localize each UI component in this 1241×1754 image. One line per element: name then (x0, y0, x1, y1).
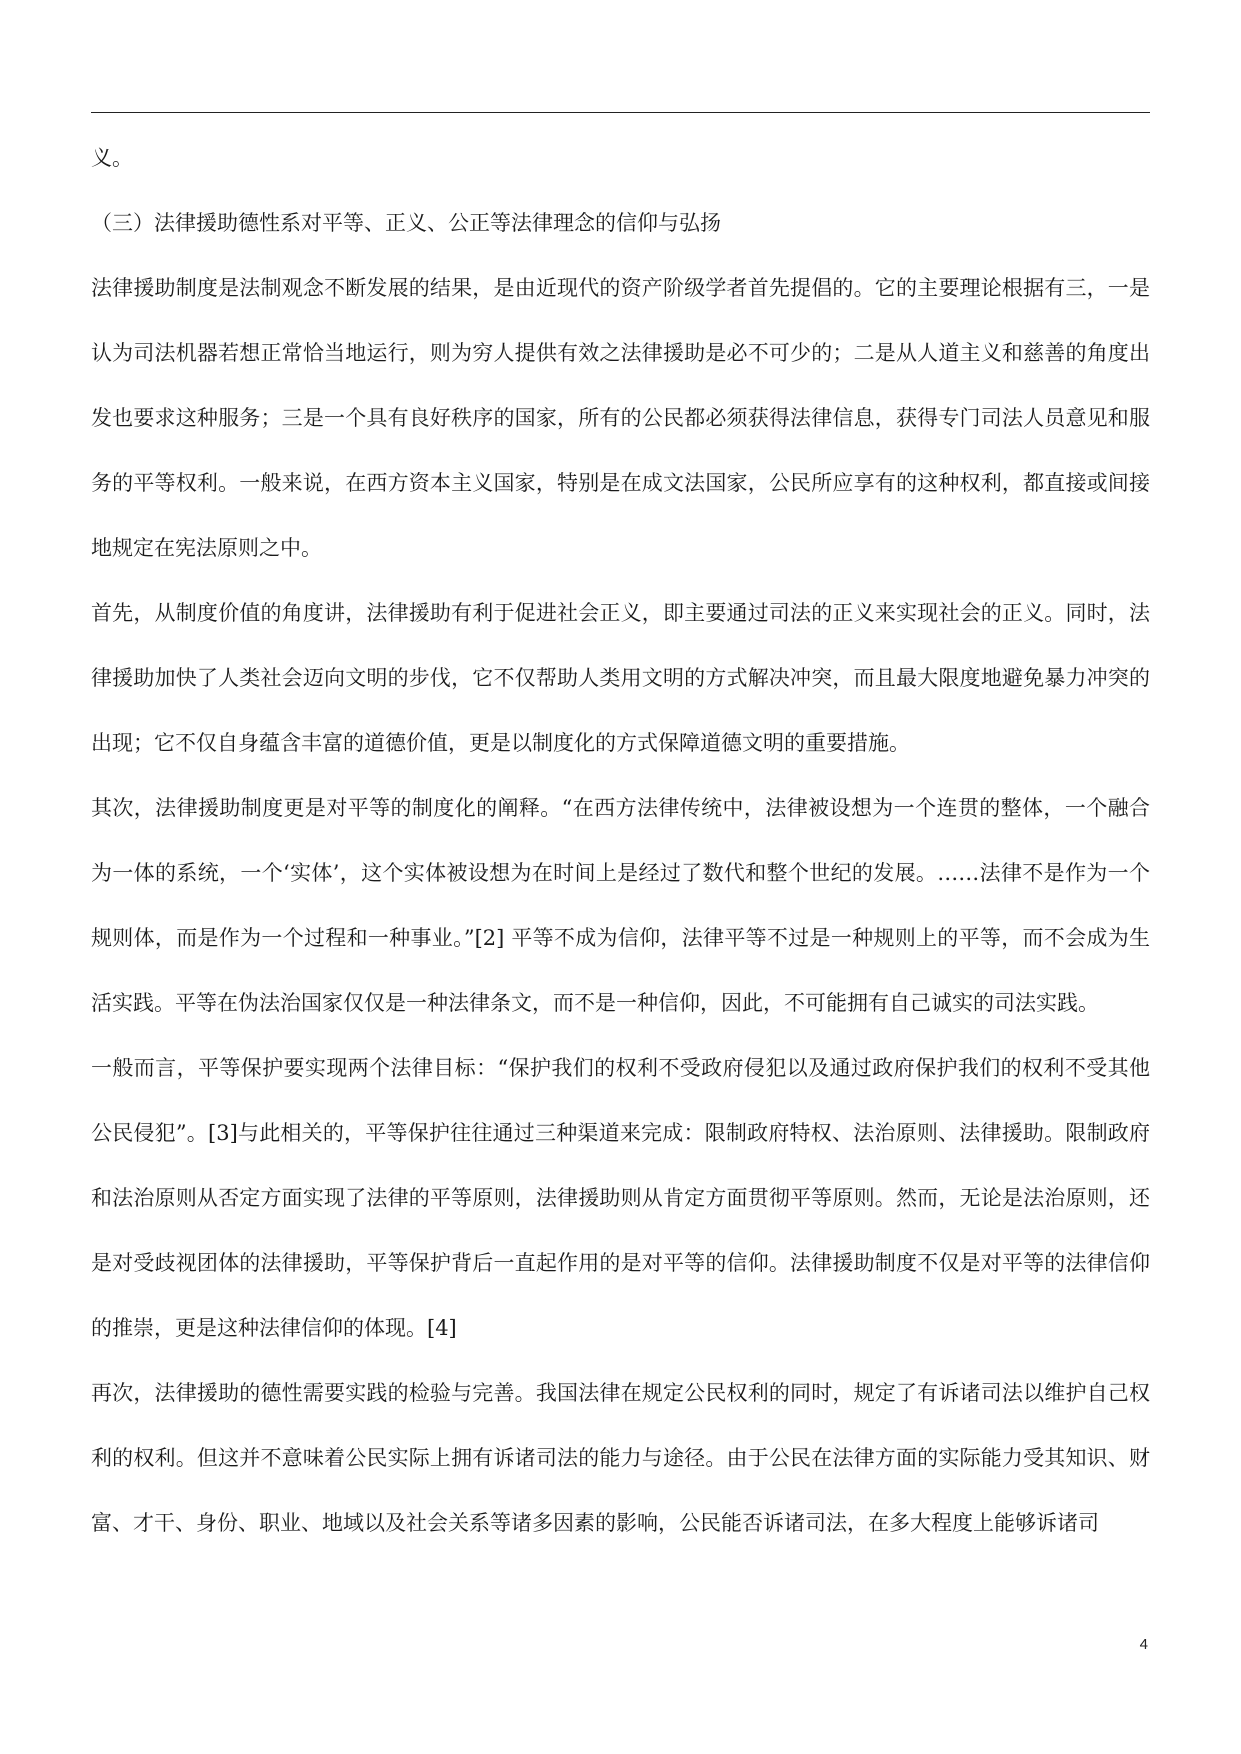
paragraph-origin: 法律援助制度是法制观念不断发展的结果，是由近现代的资产阶级学者首先提倡的。它的主要理论根据有三，一是认为司法机器若想正常恰当地运行，则为穷人提供有效之法律援助是必不可少的；二是从人道主义和慈善的角度出发也要求这种服务；三是一个具有良好秩序的国家，所有的公民都必须获得法律信息，获得专门司法人员意见和服务的平等权利。一般来说，在西方资本主义国家，特别是在成文法国家，公民所应享有的这种权利，都直接或间接地规定在宪法原则之中。 (91, 276, 1150, 560)
paragraph-third: 再次，法律援助的德性需要实践的检验与完善。我国法律在规定公民权利的同时，规定了有诉诸司法以维护自己权利的权利。但这并不意味着公民实际上拥有诉诸司法的能力与途径。由于公民在法律方面的实际能力受其知识、财富、才干、身份、职业、地域以及社会关系等诸多因素的影响，公民能否诉诸司法，在多大程度上能够诉诸司 (91, 1381, 1150, 1535)
page-number: 4 (1139, 1636, 1148, 1653)
paragraph-second: 其次，法律援助制度更是对平等的制度化的阐释。“在西方法律传统中，法律被设想为一个连贯的整体，一个融合为一体的系统，一个‘实体’，这个实体被设想为在时间上是经过了数代和整个世纪的发展。……法律不是作为一个规则体，而是作为一个过程和一种事业。”[2] 平等不成为信仰，法律平等不过是一种规则上的平等，而不会成为生活实践。平等在伪法治国家仅仅是一种法律条文，而不是一种信仰，因此，不可能拥有自己诚实的司法实践。 (91, 796, 1150, 1015)
section-heading: （三）法律援助德性系对平等、正义、公正等法律理念的信仰与弘扬 (91, 211, 721, 235)
document-body (91, 126, 1150, 1556)
header-rule (91, 112, 1150, 113)
paragraph-first: 首先，从制度价值的角度讲，法律援助有利于促进社会正义，即主要通过司法的正义来实现社会的正义。同时，法律援助加快了人类社会迈向文明的步伐，它不仅帮助人类用文明的方式解决冲突，而且最大限度地避免暴力冲突的出现；它不仅自身蕴含丰富的道德价值，更是以制度化的方式保障道德文明的重要措施。 (91, 601, 1150, 755)
paragraph-continuation: 义。 (91, 146, 133, 170)
paragraph-equal-protection: 一般而言，平等保护要实现两个法律目标：“保护我们的权利不受政府侵犯以及通过政府保护我们的权利不受其他公民侵犯”。[3]与此相关的，平等保护往往通过三种渠道来完成：限制政府特权、法治原则、法律援助。限制政府和法治原则从否定方面实现了法律的平等原则，法律援助则从肯定方面贯彻平等原则。然而，无论是法治原则，还是对受歧视团体的法律援助，平等保护背后一直起作用的是对平等的信仰。法律援助制度不仅是对平等的法律信仰的推崇，更是这种法律信仰的体现。[4] (91, 1056, 1150, 1340)
